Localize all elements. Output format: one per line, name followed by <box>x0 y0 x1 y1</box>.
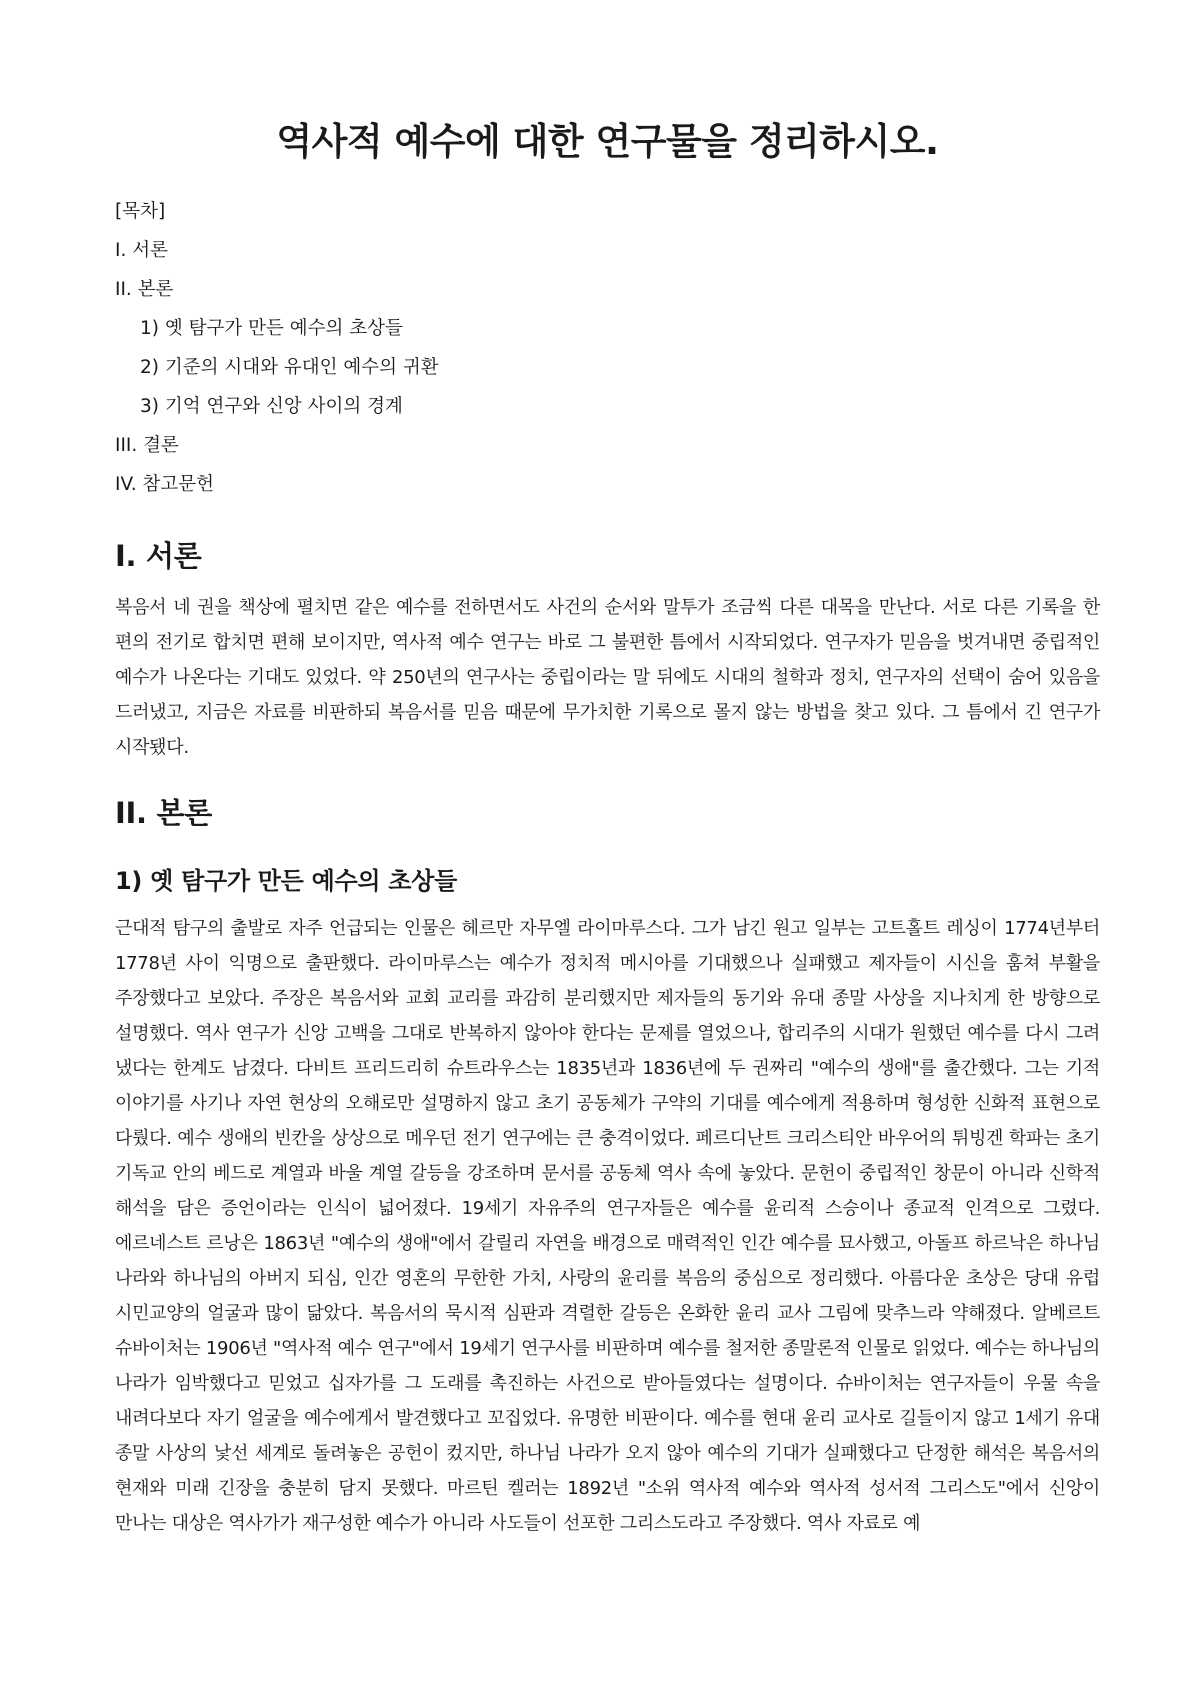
toc-heading: [목차] <box>115 201 166 223</box>
section-heading-body: II. 본론 <box>115 796 212 831</box>
subsection-1-paragraph: 근대적 탐구의 출발로 자주 언급되는 인물은 헤르만 자무엘 라이마루스다. 그가 남긴 원고 일부는 고트홀트 레싱이 1774년부터 1778년 사이 익명으로 출판했다. 라이마루스는 예수가 정치적 메시아를 기대했으나 실패했고 제자들이 시신을 훔쳐 부활을 주장했다고 보았다. 주장은 복음서와 교회 교리를 과감히 분리했지만 제자들의 동기와 유대 종말 사상을 지나치게 한 방향으로 설명했다. 역사 연구가 신앙 고백을 그대로 반복하지 않아야 한다는 문제를 열었으나, 합리주의 시대가 원했던 예수를 다시 그려 냈다는 한계도 남겼다. 다비트 프리드리히 슈트라우스는 1835년과 1836년에 두 권짜리 "예수의 생애"를 출간했다. 그는 기적 이야기를 사기나 자연 현상의 오해로만 설명하지 않고 초기 공동체가 구약의 기대를 예수에게 적용하며 형성한 신화적 표현으로 다뤘다. 예수 생애의 빈칸을 상상으로 메우던 전기 연구에는 큰 충격이었다. 페르디난트 크리스티안 바우어의 튀빙겐 학파는 초기 기독교 안의 베드로 계열과 바울 계열 갈등을 강조하며 문서를 공동체 역사 속에 놓았다. 문헌이 중립적인 창문이 아니라 신학적 해석을 담은 증언이라는 인식이 넓어졌다. 19세기 자유주의 연구자들은 예수를 윤리적 스승이나 종교적 인격으로 그렸다. 에르네스트 르낭은 1863년 "예수의 생애"에서 갈릴리 자연을 배경으로 매력적인 인간 예수를 묘사했고, 아돌프 하르낙은 하나님 나라와 하나님의 아버지 되심, 인간 영혼의 무한한 가치, 사랑의 윤리를 복음의 중심으로 정리했다. 아름다운 초상은 당대 유럽 시민교양의 얼굴과 많이 닮았다. 복음서의 묵시적 심판과 격렬한 갈등은 온화한 윤리 교사 그림에 맞추느라 약해졌다. 알베르트 슈바이처는 1906년 "역사적 예수 연구"에서 19세기 연구사를 비판하며 예수를 철저한 종말론적 인물로 읽었다. 예수는 하나님의 나라가 임박했다고 믿었고 십자가를 그 도래를 촉진하는 사건으로 받아들였다는 설명이다. 슈바이처는 연구자들이 우물 속을 내려다보다 자기 얼굴을 예수에게서 발견했다고 꼬집었다. 유명한 비판이다. 예수를 현대 윤리 교사로 길들이지 않고 1세기 유대 종말 사상의 낯선 세계로 돌려놓은 공헌이 컸지만, 하나님 나라가 오지 않아 예수의 기대가 실패했다고 단정한 해석은 복음서의 현재와 미래 긴장을 충분히 담지 못했다. 마르틴 켈러는 1892년 "소위 역사적 예수와 역사적 성서적 그리스도"에서 신앙이 만나는 대상은 역사가가 재구성한 예수가 아니라 사도들이 선포한 그리스도라고 주장했다. 역사 자료로 예 <box>115 918 1100 1535</box>
section-heading-intro: I. 서론 <box>115 539 202 574</box>
toc-item: II. 본론 <box>115 279 174 301</box>
toc-item: III. 결론 <box>115 435 179 457</box>
document-title: 역사적 예수에 대한 연구물을 정리하시오. <box>276 120 939 163</box>
toc-subitem: 2) 기준의 시대와 유대인 예수의 귀환 <box>140 357 439 379</box>
subsection-heading-1: 1) 옛 탐구가 만든 예수의 초상들 <box>115 867 457 896</box>
table-of-contents <box>115 192 1100 504</box>
intro-paragraph: 복음서 네 권을 책상에 펼치면 같은 예수를 전하면서도 사건의 순서와 말투가 조금씩 다른 대목을 만난다. 서로 다른 기록을 한 편의 전기로 합치면 편해 보이지만, 역사적 예수 연구는 바로 그 불편한 틈에서 시작되었다. 연구자가 믿음을 벗겨내면 중립적인 예수가 나온다는 기대도 있었다. 약 250년의 연구사는 중립이라는 말 뒤에도 시대의 철학과 정치, 연구자의 선택이 숨어 있음을 드러냈고, 지금은 자료를 비판하되 복음서를 믿음 때문에 무가치한 기록으로 몰지 않는 방법을 찾고 있다. 그 틈에서 긴 연구가 시작됐다. <box>115 597 1100 759</box>
toc-subitem: 3) 기억 연구와 신앙 사이의 경계 <box>140 396 403 418</box>
toc-item: I. 서론 <box>115 240 168 262</box>
toc-subitem: 1) 옛 탐구가 만든 예수의 초상들 <box>140 318 403 340</box>
toc-item: IV. 참고문헌 <box>115 474 214 496</box>
